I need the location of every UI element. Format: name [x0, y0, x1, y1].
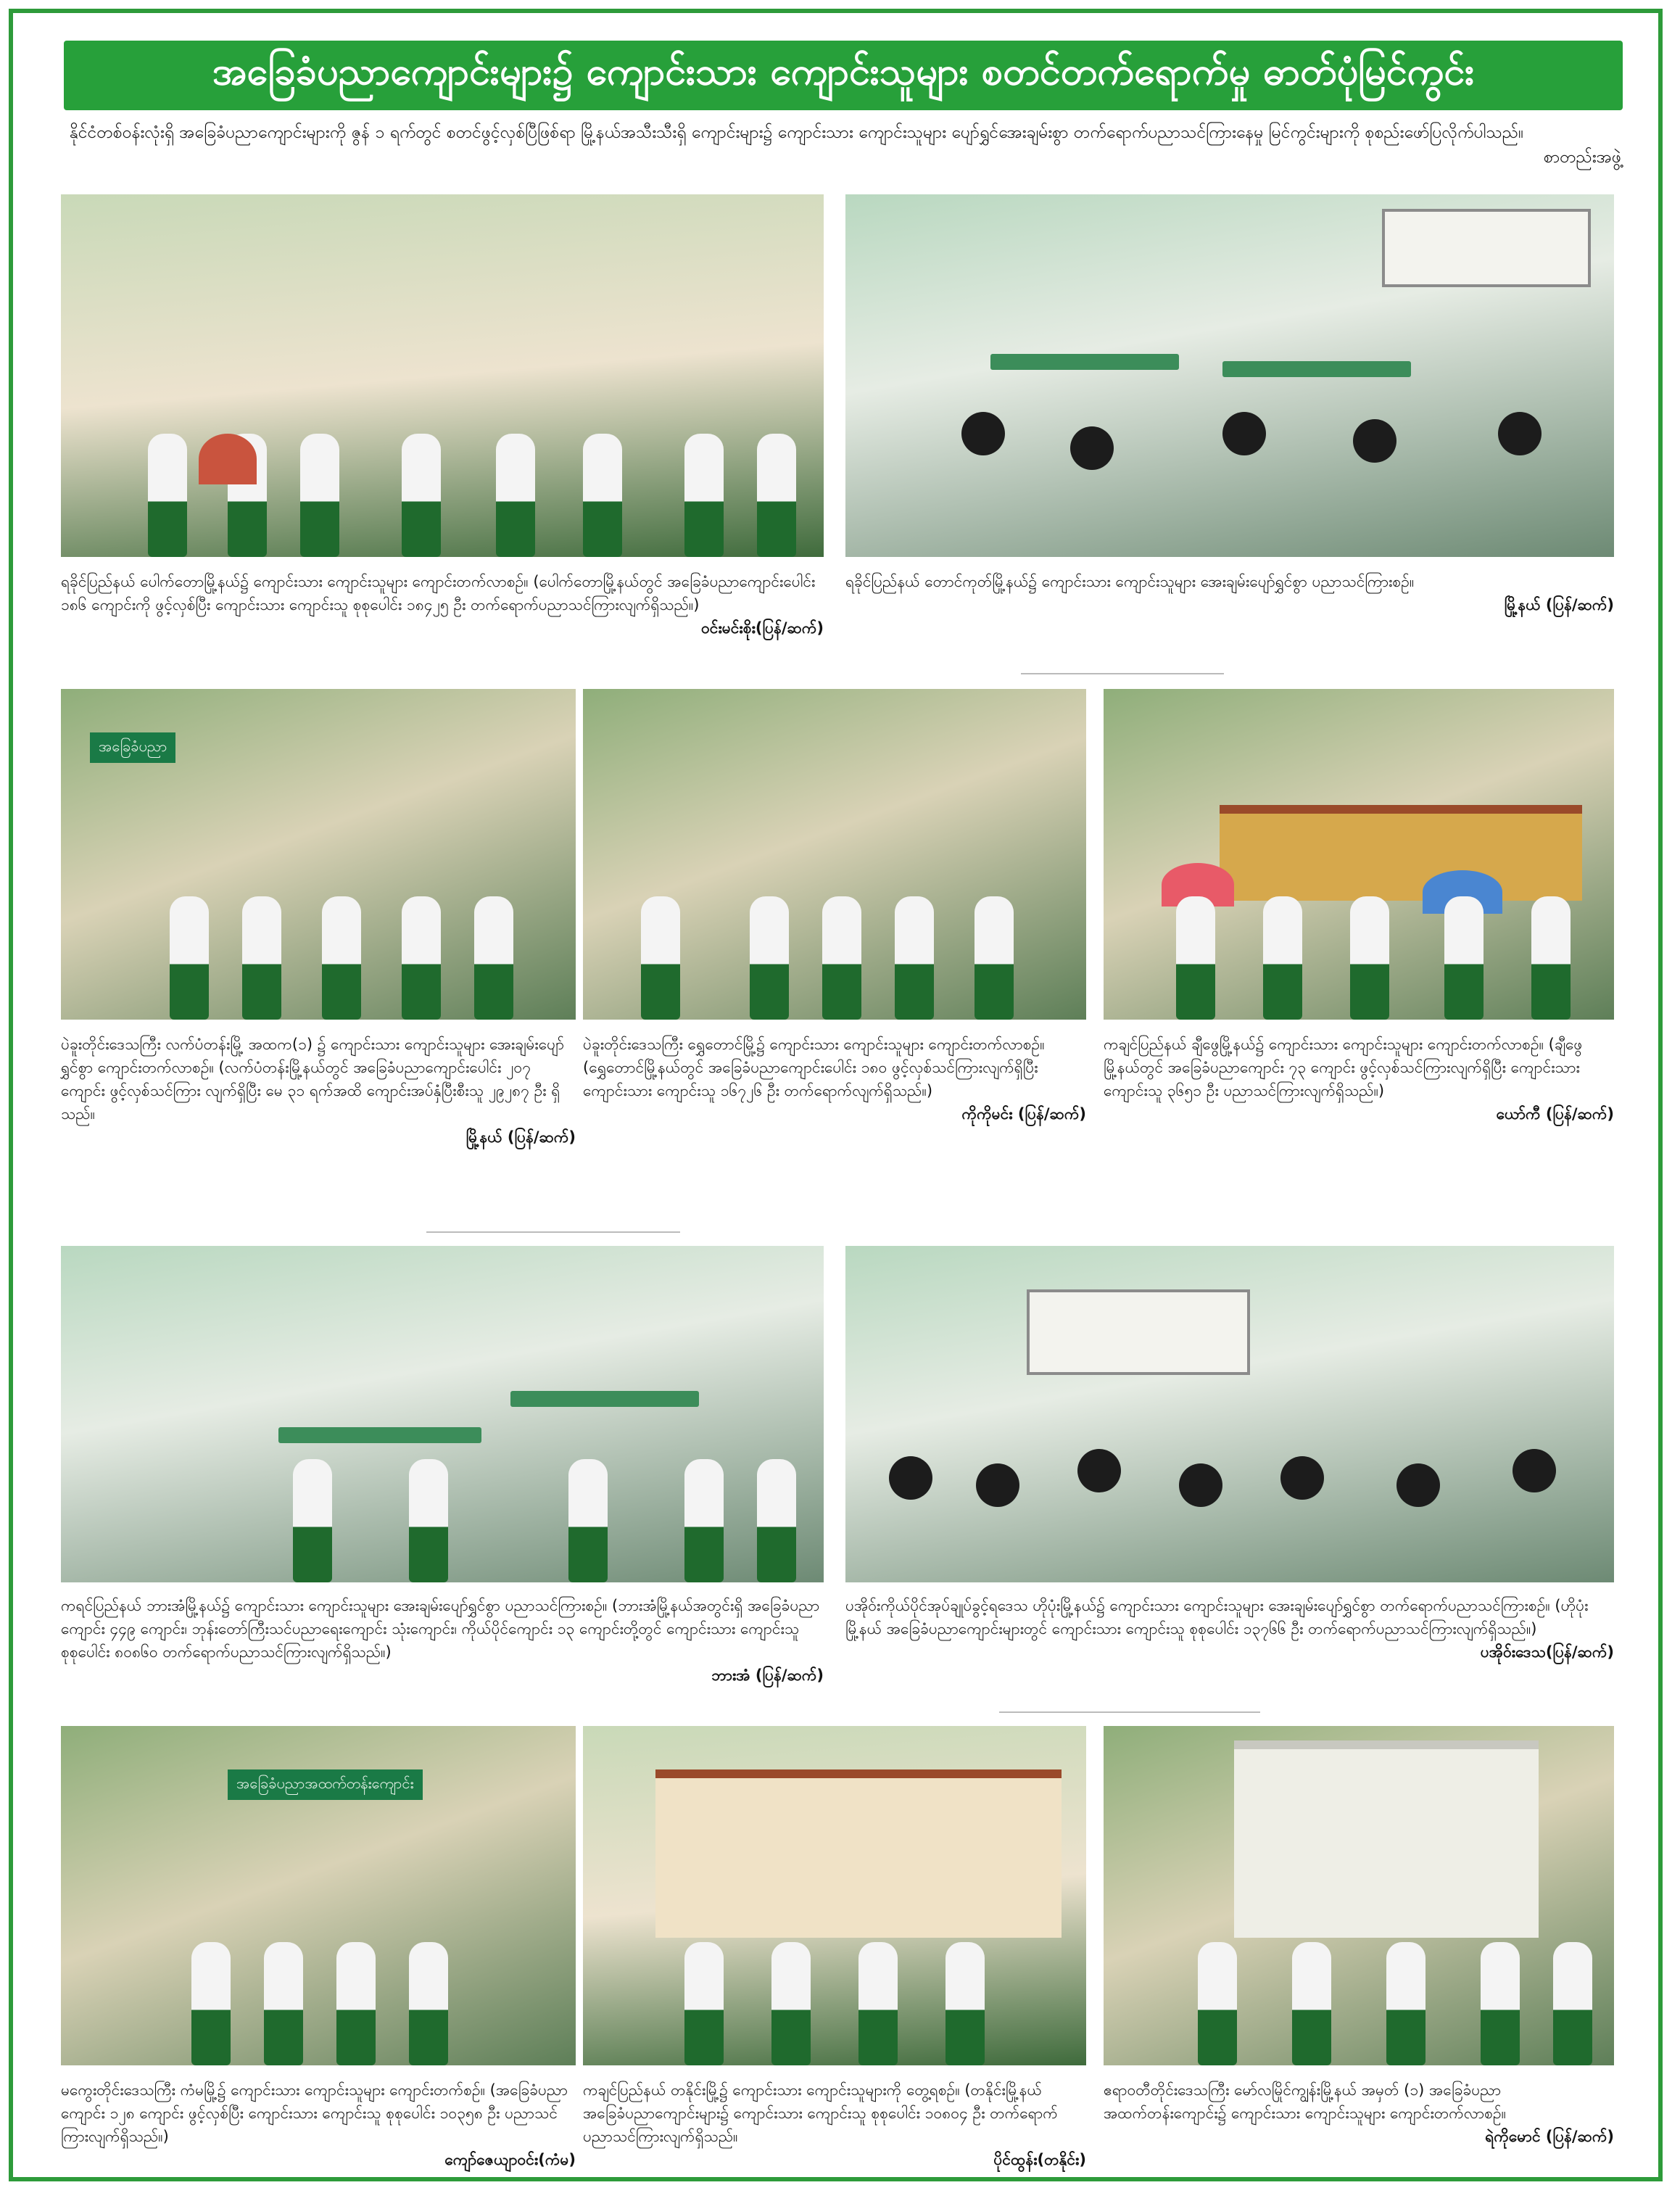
- photo-students-mawlamyinegyun: [1104, 1726, 1614, 2065]
- photo-credit: ဘားအံ (ပြန်/ဆက်): [711, 1667, 824, 1684]
- photo-credit: ပိုင်ထွန်း(တနိုင်း): [993, 2151, 1086, 2168]
- caption-taungup: [845, 570, 1614, 616]
- caption-text: မကွေးတိုင်းဒေသကြီး ကံမမြို့၌ ကျောင်းသား ကျောင်းသူများ ကျောင်းတက်စဉ်။ (အခြေခံပညာကျောင်း ၁၂၈ ကျောင်း ဖွင့်လှစ်ပြီး ကျောင်းသား ကျောင်းသူ စုစုပေါင်း ၁၀၃၅၈ ဦး ပညာသင်ကြားလျက်ရှိသည်။): [61, 2081, 568, 2145]
- caption-tanai: [583, 2078, 1086, 2171]
- caption-chipwi: [1104, 1033, 1614, 1126]
- caption-text: ပဲခူးတိုင်းဒေသကြီး ရွှေတောင်မြို့၌ ကျောင်းသား ကျောင်းသူများ ကျောင်းတက်လာစဉ်။ (ရွှေတောင်မြို့နယ်တွင် အခြေခံပညာကျောင်းပေါင်း ၁၈၀ ဖွင့်လှစ်သင်ကြားလျက်ရှိပြီး ကျောင်းသား ကျောင်းသူ ၁၆၇၂၆ ဦး တက်ရောက်လျက်ရှိသည်။): [583, 1036, 1045, 1099]
- caption-text: ရခိုင်ပြည်နယ် ပေါက်တောမြို့နယ်၌ ကျောင်းသား ကျောင်းသူများ ကျောင်းတက်လာစဉ်။ (ပေါက်တောမြို့နယ်တွင် အခြေခံပညာကျောင်းပေါင်း ၁၈၆ ကျောင်းကို ဖွင့်လှစ်ပြီး ကျောင်းသား ကျောင်းသူ စုစုပေါင်း ၁၈၄၂၅ ဦး တက်ရောက်ပညာသင်ကြားလျက်ရှိသည်။): [61, 573, 816, 614]
- caption-hopong: [845, 1594, 1614, 1664]
- photo-students-walking-paukdaw: [61, 194, 824, 557]
- caption-text: ကချင်ပြည်နယ် တနိုင်းမြို့၌ ကျောင်းသား ကျောင်းသူများကို တွေ့ရစဉ်။ (တနိုင်းမြို့နယ်အခြေခံပညာကျောင်းများ၌ ကျောင်းသား ကျောင်းသူ စုစုပေါင်း ၁၀၈၀၄ ဦး တက်ရောက်ပညာသင်ကြားလျက်ရှိသည်။: [583, 2081, 1058, 2145]
- caption-shwedaung: [583, 1033, 1086, 1126]
- photo-classroom-taungup: [845, 194, 1614, 557]
- photo-credit: ဝင်းမင်းစိုး(ပြန်/ဆက်): [701, 619, 824, 637]
- caption-text: ဧရာဝတီတိုင်းဒေသကြီး မော်လမြိုင်ကျွန်းမြို့နယ် အမှတ် (၁) အခြေခံပညာအထက်တန်းကျောင်း၌ ကျောင်းသား ကျောင်းသူများ ကျောင်းတက်လာစဉ်။: [1104, 2081, 1506, 2122]
- headline-banner: [64, 41, 1623, 110]
- intro-credit: စာတည်းအဖွဲ့: [1543, 148, 1621, 167]
- photo-classroom-hopong: [845, 1246, 1614, 1582]
- photo-credit: မြို့နယ် (ပြန်/ဆက်): [1504, 596, 1614, 614]
- section-divider: [1021, 673, 1224, 674]
- caption-kanma: [61, 2078, 576, 2171]
- photo-students-shwedaung: [583, 689, 1086, 1020]
- caption-letpadan: [61, 1033, 576, 1149]
- newspaper-page: [9, 9, 1663, 2181]
- intro-text: နိုင်ငံတစ်ဝန်းလုံးရှိ အခြေခံပညာကျောင်းများကို ဇွန် ၁ ရက်တွင် စတင်ဖွင့်လှစ်ပြီဖြစ်ရာ မြို့နယ်အသီးသီးရှိ ကျောင်းများ၌ ကျောင်းသား ကျောင်းသူများ ပျော်ရွှင်အေးချမ်းစွာ တက်ရောက်ပညာသင်ကြားနေမှု မြင်ကွင်းများကို စုစည်းဖော်ပြလိုက်ပါသည်။: [70, 123, 1524, 142]
- photo-students-tanai: [583, 1726, 1086, 2065]
- photo-credit: ကိုကိုမင်း (ပြန်/ဆက်): [961, 1105, 1086, 1123]
- photo-students-kanma: အခြေခံပညာအထက်တန်းကျောင်း: [61, 1726, 576, 2065]
- caption-hpa-an: [61, 1594, 824, 1687]
- photo-credit: ယော်ကီ (ပြန်/ဆက်): [1496, 1105, 1614, 1123]
- caption-text: ပအိုဝ်းကိုယ်ပိုင်အုပ်ချုပ်ခွင့်ရဒေသ ဟိုပုံးမြို့နယ်၌ ကျောင်းသား ကျောင်းသူများ အေးချမ်းပျော်ရွှင်စွာ တက်ရောက်ပညာသင်ကြားစဉ်။ (ဟိုပုံးမြို့နယ် အခြေခံပညာကျောင်းများတွင် ကျောင်းသား ကျောင်းသူ စုစုပေါင်း ၁၃၇၆၆ ဦး တက်ရောက်ပညာသင်ကြားလျက်ရှိသည်။): [845, 1597, 1589, 1637]
- photo-credit: ပအိုဝ်းဒေသ(ပြန်/ဆက်): [1480, 1643, 1614, 1661]
- caption-mawlamyinegyun: [1104, 2078, 1614, 2148]
- caption-text: ကရင်ပြည်နယ် ဘားအံမြို့နယ်၌ ကျောင်းသား ကျောင်းသူများ အေးချမ်းပျော်ရွှင်စွာ ပညာသင်ကြားစဉ်။ (ဘားအံမြို့နယ်အတွင်းရှိ အခြေခံပညာကျောင်း ၄၄၉ ကျောင်း၊ ဘုန်းတော်ကြီးသင်ပညာရေးကျောင်း သုံးကျောင်း၊ ကိုယ်ပိုင်ကျောင်း ၁၃ ကျောင်းတို့တွင် ကျောင်းသား ကျောင်းသူ စုစုပေါင်း ၈၀၈၆၀ တက်ရောက်ပညာသင်ကြားလျက်ရှိသည်။): [61, 1597, 820, 1661]
- section-divider: [999, 1711, 1260, 1713]
- caption-paukdaw: [61, 570, 824, 640]
- photo-students-chipwi: [1104, 689, 1614, 1020]
- photo-credit: ရဲကိုမောင် (ပြန်/ဆက်): [1485, 2128, 1614, 2145]
- intro-paragraph: [70, 120, 1621, 167]
- photo-credit: မြို့နယ် (ပြန်/ဆက်): [465, 1128, 576, 1146]
- caption-text: ပဲခူးတိုင်းဒေသကြီး လက်ပံတန်းမြို့ အထက(၁) ၌ ကျောင်းသား ကျောင်းသူများ အေးချမ်းပျော်ရွှင်စွာ ကျောင်းတက်လာစဉ်။ (လက်ပံတန်းမြို့နယ်တွင် အခြေခံပညာကျောင်းပေါင်း ၂၀၇ ကျောင်း ဖွင့်လှစ်သင်ကြား လျက်ရှိပြီး မေ ၃၁ ရက်အထိ ကျောင်းအပ်နှံပြီးစီးသူ ၂၉၂၈၇ ဦး ရှိသည်။: [61, 1036, 565, 1123]
- photo-classroom-hpa-an: [61, 1246, 824, 1582]
- section-divider: [426, 1231, 680, 1233]
- photo-students-letpadan: အခြေခံပညာ: [61, 689, 576, 1020]
- photo-credit: ကျော်ဇေယျာဝင်း(ကံမ): [444, 2151, 576, 2168]
- caption-text: ရခိုင်ပြည်နယ် တောင်ကုတ်မြို့နယ်၌ ကျောင်းသား ကျောင်းသူများ အေးချမ်းပျော်ရွှင်စွာ ပညာသင်ကြားစဉ်။: [845, 573, 1415, 590]
- caption-text: ကချင်ပြည်နယ် ချီဖွေမြို့နယ်၌ ကျောင်းသား ကျောင်းသူများ ကျောင်းတက်လာစဉ်။ (ချီဖွေမြို့နယ်တွင် အခြေခံပညာကျောင်း ၇၃ ကျောင်း ဖွင့်လှစ်သင်ကြားလျက်ရှိပြီး ကျောင်းသား ကျောင်းသူ ၃၆၅၁ ဦး ပညာသင်ကြားလျက်ရှိသည်။): [1104, 1036, 1583, 1099]
- page-title: အခြေခံပညာကျောင်းများ၌ ကျောင်းသား ကျောင်းသူများ စတင်တက်ရောက်မှု ဓာတ်ပုံမြင်ကွင်း: [212, 50, 1475, 94]
